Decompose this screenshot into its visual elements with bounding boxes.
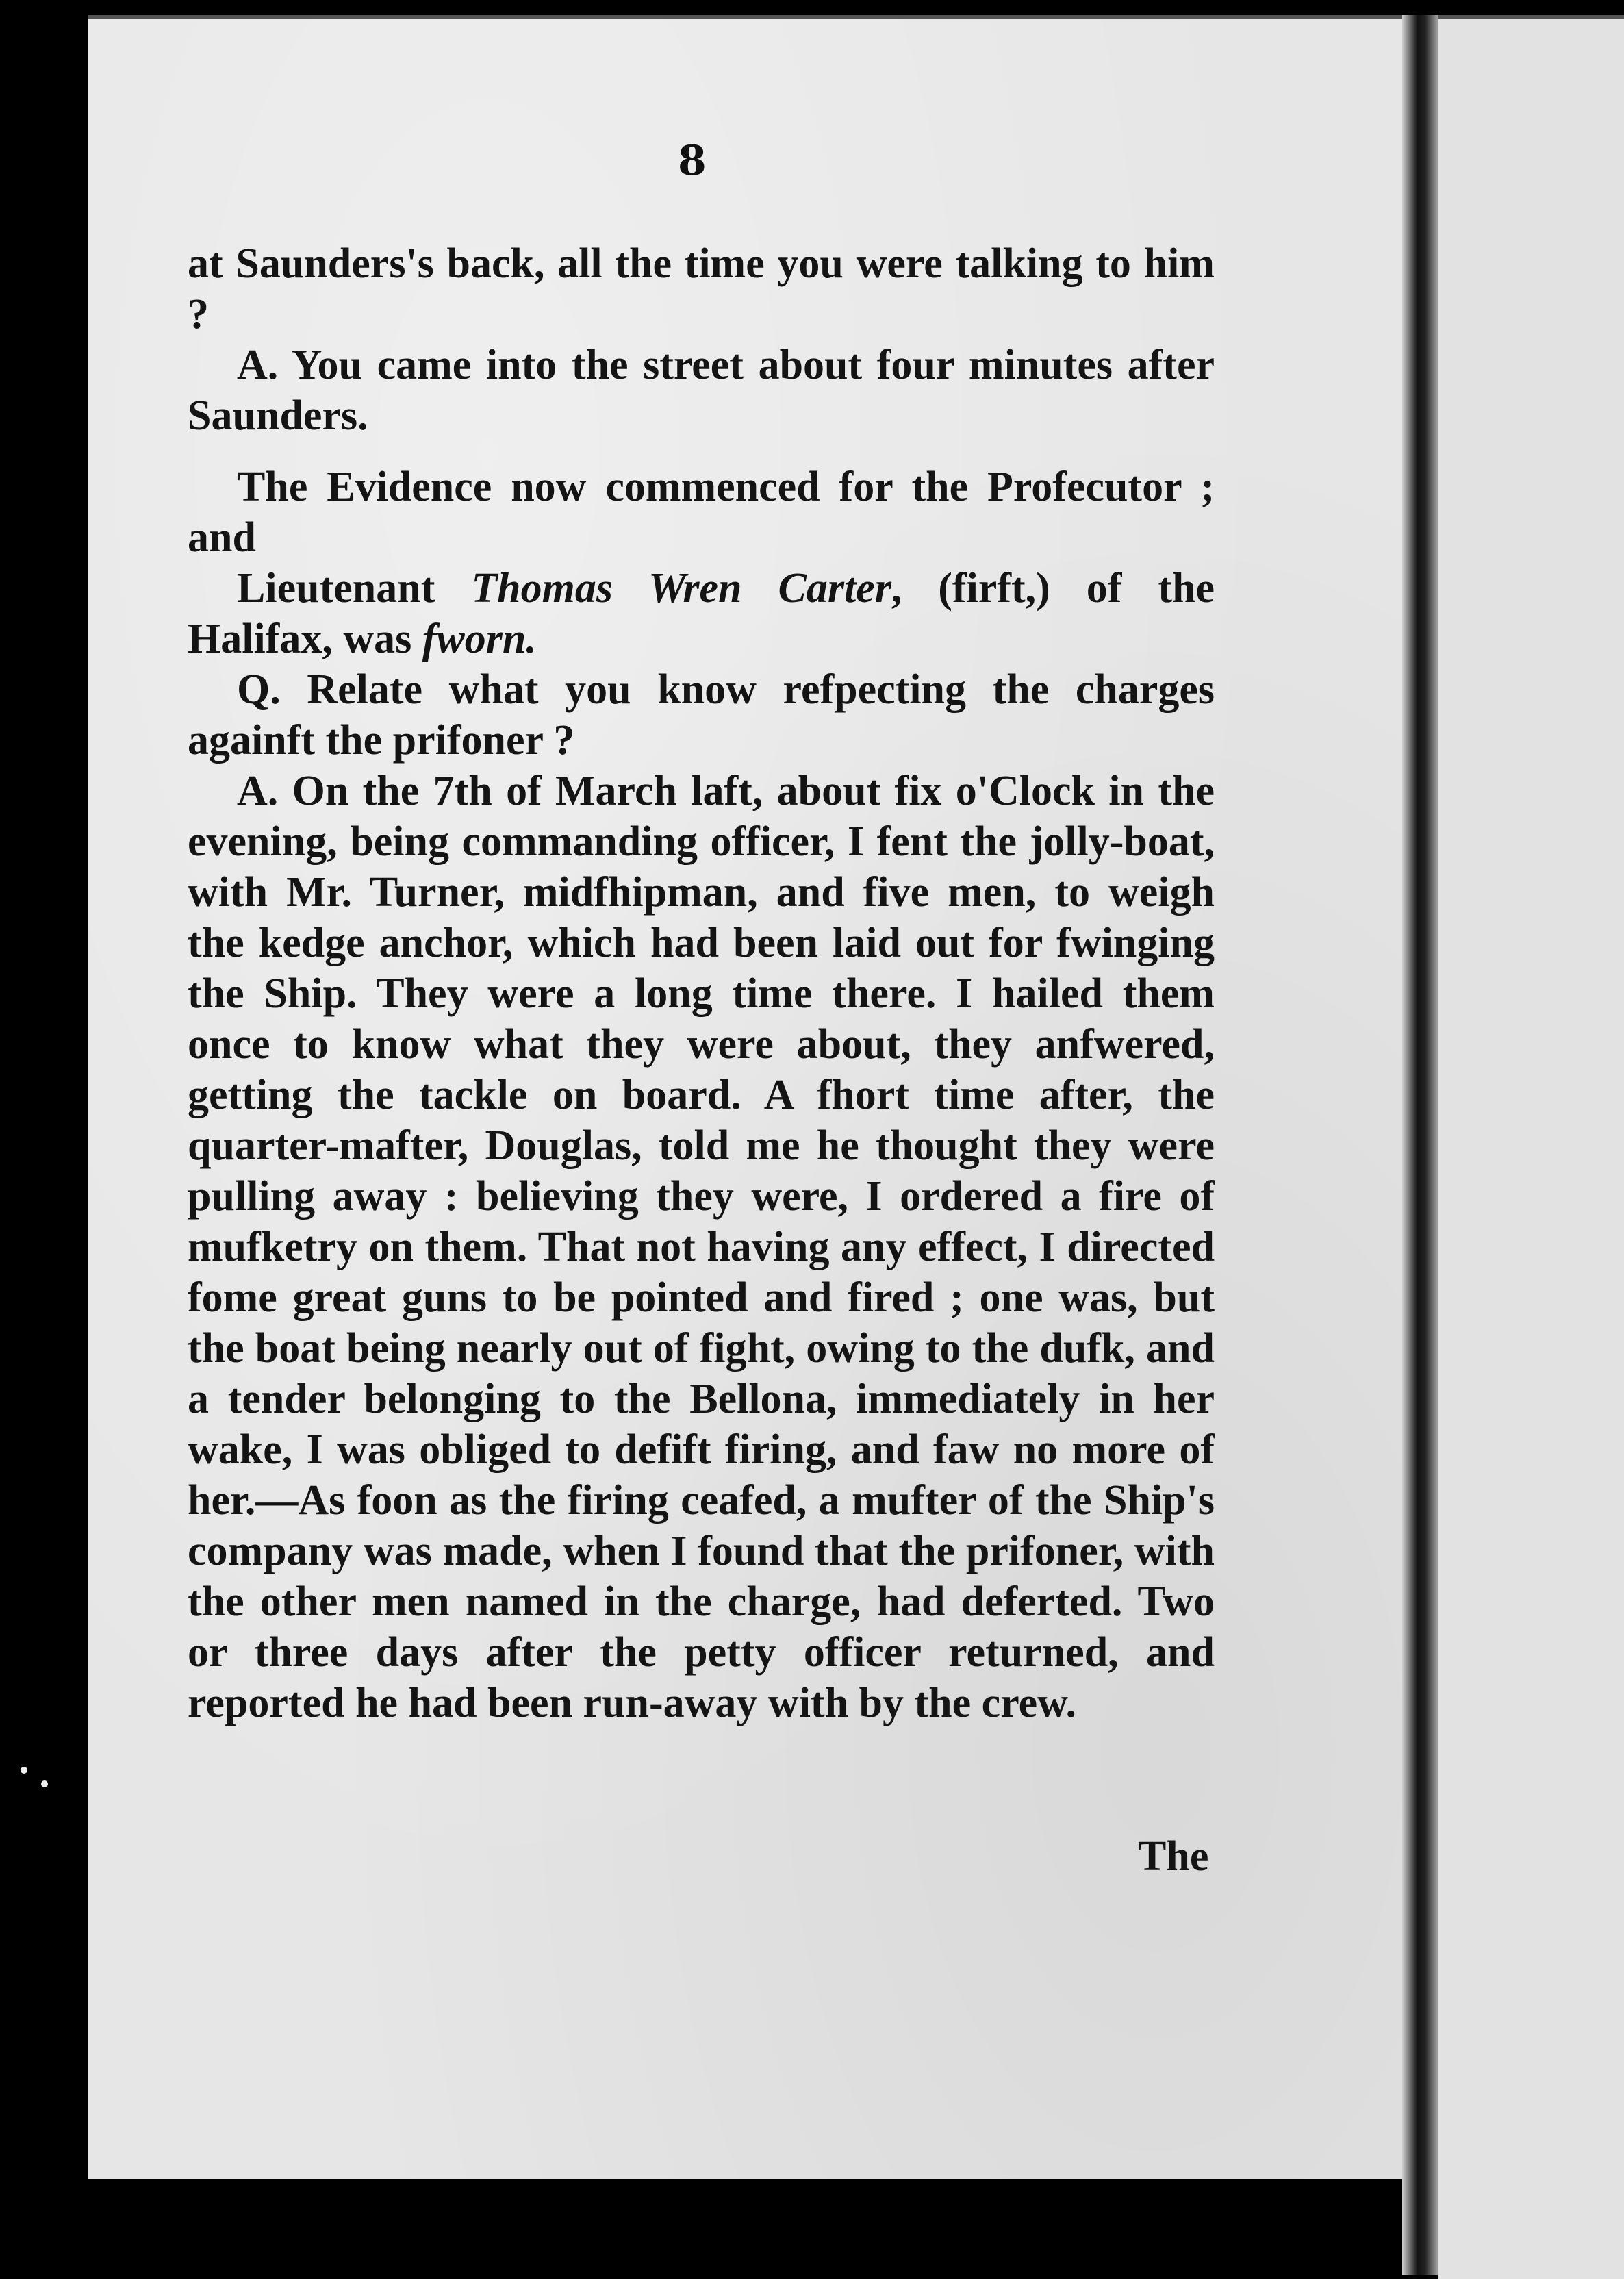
catchword: The — [1138, 1833, 1209, 1880]
text-run: A. You came into the street about four minutes after Saunders. — [188, 342, 1215, 439]
italic-text: fworn. — [422, 616, 537, 662]
text-run: Lieutenant — [237, 565, 472, 612]
dust-speck — [41, 1780, 48, 1787]
italic-text: Thomas Wren Carter — [471, 565, 891, 612]
paragraph — [188, 238, 1215, 340]
text-run: , (firft,) of the Halifax, was — [188, 565, 1215, 662]
text-run: at Saunders's back, all the time you were talking to him ? — [188, 240, 1215, 338]
paragraph — [188, 563, 1215, 664]
paragraph — [188, 462, 1215, 563]
right-page-edge — [1438, 15, 1624, 2279]
text-run: A. On the 7th of March laft, about fix o'Clock in the evening, being commanding officer, I fent the jolly-boat, with Mr. Turner, midfhipman, and five men, to weigh the kedge anchor, which had been laid out for fwinging the Ship. They were a long time there. I hailed them once to know what they were about, they anfwered, getting the tackle on board. A fhort time after, the quarter-mafter, Douglas, told me he thought they were pulling away : believing they were, I ordered a fire of mufketry on them. That not having any effect, I directed fome great guns to be pointed and fired ; one was, but the boat being nearly out of fight, owing to the dufk, and a tender belonging to the Bellona, immediately in her wake, I was obliged to defift firing, and faw no more of her.—As foon as the firing ceafed, a mufter of the Ship's company was made, when I found that the prifoner, with the other men named in the charge, had deferted. Two or three days after the petty officer returned, and reported he had been run-away with by the crew. — [188, 768, 1215, 1726]
paragraph — [188, 766, 1215, 1728]
paragraph — [188, 340, 1215, 441]
dust-speck — [21, 1767, 27, 1774]
text-run: Q. Relate what you know refpecting the charges againft the prifoner ? — [188, 666, 1215, 764]
page-number: 8 — [678, 137, 707, 185]
paragraph — [188, 664, 1215, 766]
body-text — [188, 238, 1215, 1728]
scan-border — [88, 2179, 1402, 2279]
book-gutter — [1402, 15, 1441, 2275]
text-run: The Evidence now commenced for the Profecutor ; and — [188, 464, 1215, 561]
